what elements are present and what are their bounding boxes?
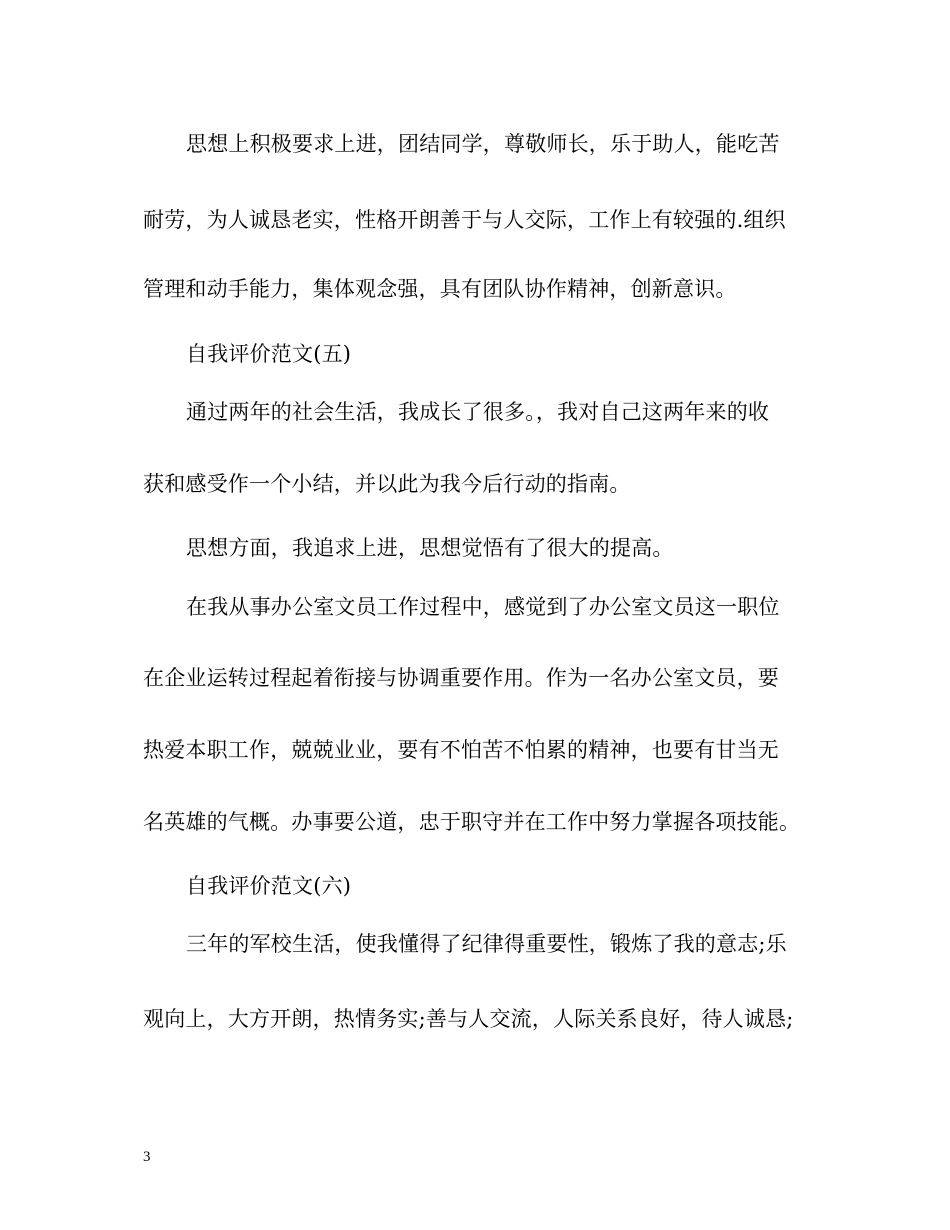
section-heading: 自我评价范文(六)	[186, 874, 352, 898]
paragraph-line: 思想上积极要求上进，团结同学，尊敬师长，乐于助人，能吃苦	[186, 132, 780, 156]
section-heading: 自我评价范文(五)	[186, 342, 352, 366]
page-number: 3	[143, 1149, 151, 1165]
paragraph-line: 热爱本职工作，兢兢业业，要有不怕苦不怕累的精神，也要有甘当无	[143, 738, 779, 762]
paragraph-line: 观向上，大方开朗，热情务实;善与人交流，人际关系良好，待人诚恳;	[143, 1007, 794, 1031]
paragraph-line: 获和感受作一个小结，并以此为我今后行动的指南。	[143, 472, 631, 496]
paragraph-line: 管理和动手能力，集体观念强，具有团队协作精神，创新意识。	[143, 277, 737, 301]
paragraph-line: 名英雄的气概。办事要公道，忠于职守并在工作中努力掌握各项技能。	[143, 810, 801, 834]
paragraph-line: 通过两年的社会生活，我成长了很多。，我对自己这两年来的收	[186, 400, 770, 424]
paragraph-line: 在我从事办公室文员工作过程中，感觉到了办公室文员这一职位	[186, 595, 780, 619]
paragraph-line: 耐劳，为人诚恳老实，性格开朗善于与人交际，工作上有较强的.组织	[143, 208, 786, 232]
paragraph-line: 三年的军校生活，使我懂得了纪律得重要性，锻炼了我的意志;乐	[186, 932, 787, 956]
paragraph-line: 思想方面，我追求上进，思想觉悟有了很大的提高。	[186, 536, 674, 560]
paragraph-line: 在企业运转过程起着衔接与协调重要作用。作为一名办公室文员，要	[143, 666, 779, 690]
